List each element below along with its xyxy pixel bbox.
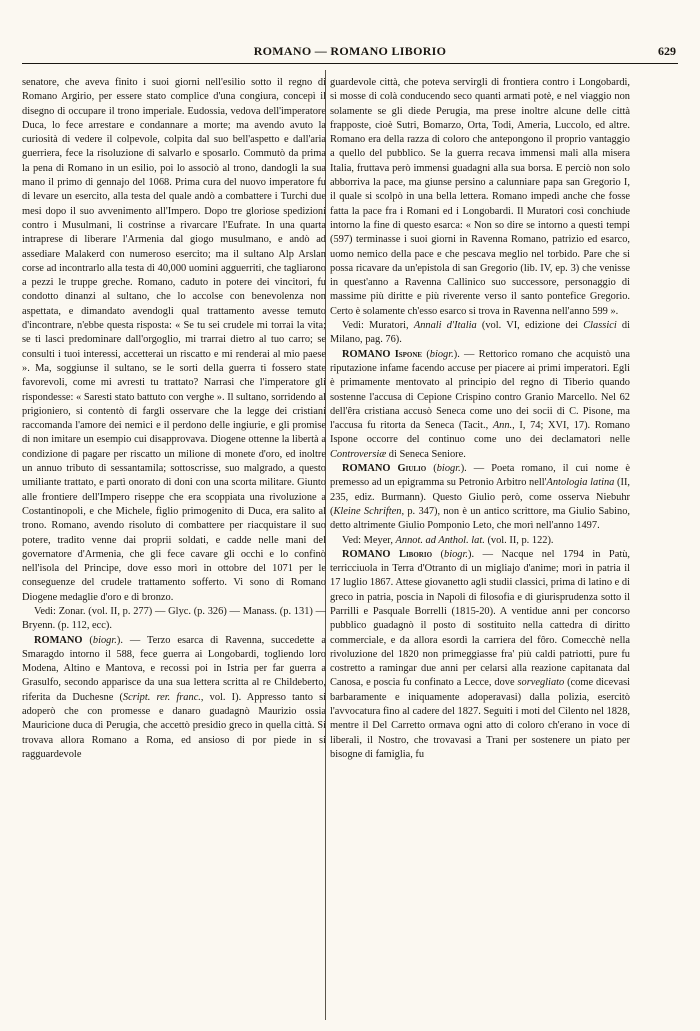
entry-romano-giulio: ROMANO Giulio (biogr.). — Poeta romano, il cui nome è premesso ad un epigramma su Petronio Arbitro nell'Antologia latina (II, 235, ediz. Burmann). Questo Giulio però, come osserva Niebuhr (Kleine Schriften, p. 347), non è un antico scrittore, ma Giulio Sabino, detto altrimente Giulio Pomponio Leto, che morì nell'anno 1497. bbox=[330, 463, 630, 532]
page-header bbox=[22, 44, 678, 64]
reference-zonar: Vedi: Zonar. (vol. II, p. 277) — Glyc. (p. 326) — Manass. (p. 131) — Bryenn. (p. 112, ecc). bbox=[22, 605, 326, 632]
entry-romano-ispone: ROMANO Ispone (biogr.). — Rettorico romano che acquistò una riputazione infame facendo accuse per piacere ai primi imperatori. Egli è primamente mentovato al principio del regno di Tiberio quando sostenne l'accusa di Cepione Crispino contro Granio Marcello. Nel 62 dell'êra cristiana accusò Seneca come uno dei socii di C. Pisone, ma l'accusa fu ritorta da Seneca (Tacit., Ann., I, 74; XVI, 17). Romano Ispone occorre del continuo come uno dei declamatori nelle Controversiæ di Seneca Seniore. bbox=[330, 348, 630, 460]
entry-romano-esarca: ROMANO (biogr.). — Terzo esarca di Ravenna, succedette a Smaragdo intorno il 588, fece guerra ai Longobardi, togliendo loro Modena, Altino e Mantova, e recossi poi in Istria per far guerra a Grasulfo, secondo apparisce da una sua lettera scritta al re Childeberto, riferita da Duchesne (Script. rer. franc., vol. I). Appresso tanto si adoperò che con promesse e danaro guadagnò Maurizio ossia Mauricione duca di Perugia, che accettò presidio greco in quella città. Si trovava allora Romano a Roma, ed ansioso di por piede in si ragguardevole bbox=[22, 634, 326, 760]
entry-tag: biogr. bbox=[429, 348, 454, 360]
paragraph-romano-esarca-cont: guardevole città, che poteva servirgli di frontiera contro i Longobardi, si mosse di colà conducendo seco quanti armati potè, e nel viaggio non solamente se gli diede Perugia, ma prese inoltre alcune delle città frapposte, cioè Sutri, Bomarzo, Orta, Todi, Ameria, Luccolo, ed altre. Romano era della razza di coloro che antepongono il proprio vantaggio a quello del pubblico. Se la guerra recava immensi mali alla misera Italia, fruttava però immensi guadagni alla sua borsa. E perciò non solo abborriva la pace, ma giunse persino a calunniare papa san Gregorio I, il quale si scolpò in una bella lettera. Romano impedì anche che fosse fatta la pace fra i Romani ed i Longobardi. Il Muratori così conchiude intorno la fine di questo esarca: « Non so dire se intorno a questi tempi (597) terminasse i suoi giorni in Ravenna Romano, patrizio ed esarco, uomo nemico della pace e che pescava meglio nel torbido. Pare che si possa ricavare da un'epistola di san Gregorio (lib. IV, ep. 3) che venisse in quest'anno a Ravenna Callinico suo successore, personaggio di massime più diritte e più riverente verso il santo pontefice Gregorio. Certo è solamente ch'esso esarco si trova in Ravenna nell'anno 599 ». bbox=[330, 77, 630, 317]
entry-heading: ROMANO Liborio bbox=[342, 548, 433, 560]
reference-meyer: Ved: Meyer, Annot. ad Anthol. lat. (vol. II, p. 122). bbox=[342, 534, 554, 546]
right-column bbox=[330, 76, 630, 1021]
page-number: 629 bbox=[658, 44, 676, 58]
reference-muratori: Vedi: Muratori, Annali d'Italia (vol. VI, edizione dei Classici di Milano, pag. 76). bbox=[330, 320, 630, 346]
header-rule bbox=[22, 63, 678, 64]
entry-heading: ROMANO Giulio bbox=[342, 463, 427, 475]
entry-romano-liborio: ROMANO Liborio (biogr.). — Nacque nel 1794 in Patù, terricciuola in Terra d'Otranto di un migliajo d'anime; morì in patria il 17 luglio 1867. Attese giovanetto agli studii classici, prima di latino e di greco in patria, poscia in Napoli di filosofia e di giurisprudenza sotto il Parrilli e Pasquale Borrelli (1815-20). A ventidue anni per concorso pubblico guadagnò il posto di sostituito nella cattedra di diritto commerciale, e da allora esordì la carriera del fôro. Comecchè nella rivoluzione del 1820 non primeggiasse fra' più caldi patriotti, pure fu costretto a ramingar due anni per celarsi alla reazione capitanata dal Canosa, e poscia fu confinato a Lecce, dove sorvegliato (come dicevasi barbaramente e iniquamente adoperavasi) dalla polizia, esercitò l'avvocatura fino al cadere del 1827. Seguiti i moti del Cilento nel 1828, mentre il Del Carretto ormava ogni atto di coloro ch'erano in voce di liberali, il Nostro, che trovavasi a Trani per sostenere un piato per bisogne di famiglia, fu bbox=[330, 548, 630, 760]
paragraph-romano-diogene-cont: senatore, che aveva finito i suoi giorni nell'esilio sotto il regno di Romano Argirio, per essere stato complice d'una congiura, concepì il disegno di occupare il trono imperiale. Eudossia, vedova dell'imperatore Duca, lo fece arrestare e condannare a morte; ma avendo avuto la curiosità di vedere il colpevole, colpita dal suo bell'aspetto e dall'aria guerriera, fece la risoluzione di salvarlo e sposarlo. Commutò da prima la pena di Romano in un esilio, poi lo associò al trono, dandogli la sua mano il primo di gennajo del 1068. Prima cura del nuovo imperatore fu di levare un esercito, alla testa del quale andò a combattere i Turchi due mesi dopo il suo avvenimento all'Impero. Dopo tre gloriose spedizioni contro i Musulmani, li costrinse a rivarcare l'Eufrate. In una quarta intraprese di liberare l'Armenia dal giogo musulmano, e andò ad assediare Malakerd con numeroso esercito; ma il sultano Alp Arslan corse ad incontrarlo alla testa di 40,000 uomini agguerriti, che tagliarono a pezzi le truppe greche. Romano, caduto in potere dei vincitori, fu condotto dinanzi al sultano, che lo accolse con benevolenza non aspettata, e dimandato avendogli qual trattamento avesse temuto d'incontrare, n'ebbe questa risposta: « Se tu sei crudele mi torrai la vita; se ti lasci predominare dall'orgoglio, mi trarrai dietro al tuo carro; se consulti i tuoi interessi, accetterai un riscatto e mi renderai al mio paese ». Ma, soggiunse il sultano, se le sorti della guerra ti fossero state favorevoli, come mi avresti tu trattato? Narrasi che l'imperatore gli rispondesse: « Saresti stato battuto con verghe ». Il sultano, sorridendo al prigioniero, si contentò di fargli osservare che la legge dei cristiani raccomanda l'amore dei nemici e il perdono delle ingiurie, e gli promise di non imitare un esempio cui disapprovava. Diogene ottenne la libertà a condizione di pagare per riscatto un milione di monete d'oro, ed inoltre un annuo tributo di sessantamila; sottoscrisse, suo malgrado, a questo umiliante trattato, e partì onorato di doni con una scorta militare. Giunto alle frontiere dell'Impero riseppe che era scoppiata una rivoluzione a Costantinopoli, e che Michele, figlio primogenito di Duca, era salito al trono. Romano, avendo risoluto di combattere per riacquistare il suo potere, tradito venne dai proprii soldati, e cadde nelle mani del governatore d'Armenia, che gli fece cavare gli occhi e lo confinò nell'isola del Principe, dove esso morì in ottobre del 1071 per le conseguenze del crudele trattamento sofferto. Vi sono di Romano Diogene medaglie d'oro e di bronzo. bbox=[22, 77, 326, 603]
entry-tag: biogr. bbox=[436, 463, 461, 475]
entry-heading: ROMANO bbox=[34, 634, 83, 646]
entry-tag: biogr. bbox=[444, 548, 468, 560]
entry-heading: ROMANO Ispone bbox=[342, 348, 423, 360]
left-column bbox=[22, 76, 326, 1021]
running-title: ROMANO — ROMANO LIBORIO bbox=[253, 44, 447, 58]
entry-tag: biogr. bbox=[92, 634, 117, 646]
